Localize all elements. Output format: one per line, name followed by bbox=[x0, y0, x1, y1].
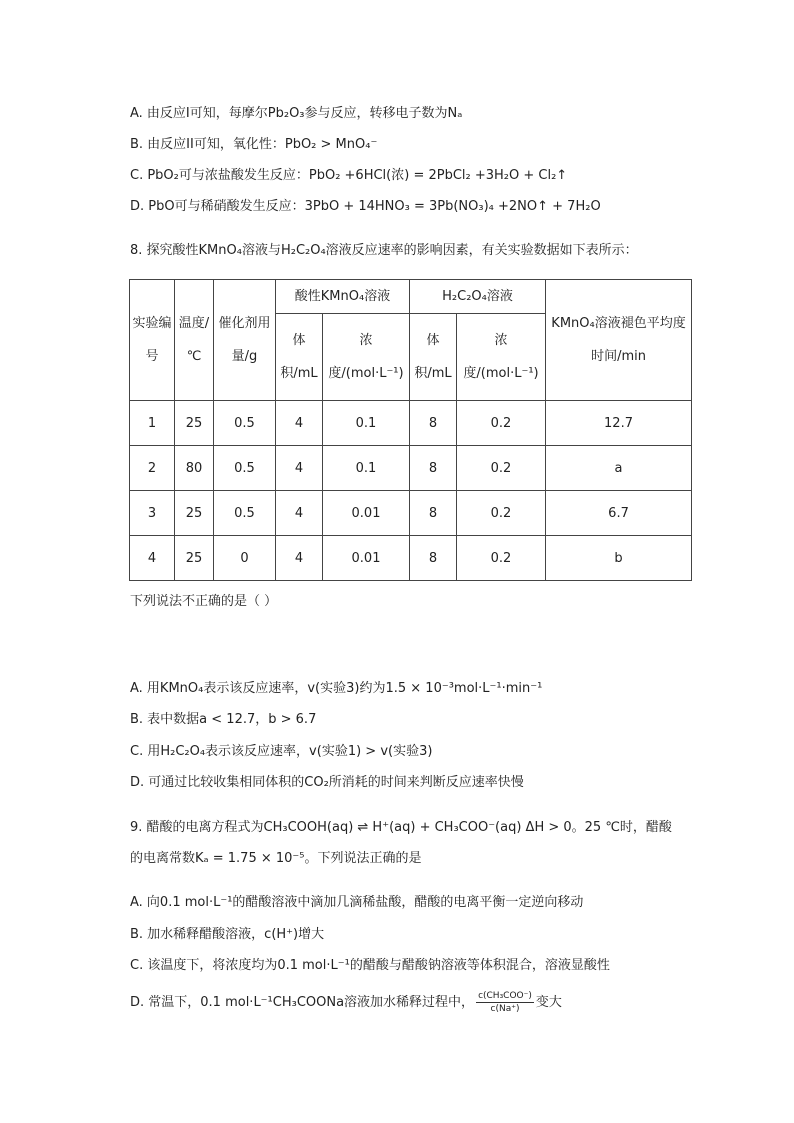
header-h2c2o4-solution: H₂C₂O₄溶液 bbox=[410, 280, 546, 314]
fraction-numerator: c(CH₃COO⁻) bbox=[478, 991, 532, 1001]
table-cell: b bbox=[546, 536, 692, 581]
header-volume-2: 体积/mL bbox=[410, 314, 457, 401]
header-experiment-no: 实验编号 bbox=[130, 280, 175, 401]
table-cell: 25 bbox=[175, 491, 214, 536]
table-cell: 4 bbox=[276, 446, 323, 491]
table-row bbox=[130, 446, 692, 491]
table-row bbox=[130, 491, 692, 536]
table-cell: 8 bbox=[410, 491, 457, 536]
q8-option-b: B. 表中数据a < 12.7，b > 6.7 bbox=[130, 712, 317, 727]
q9-option-d-text: D. 常温下，0.1 mol·L⁻¹CH₃COONa溶液加水稀释过程中， bbox=[130, 995, 475, 1010]
q9-option-c: C. 该温度下，将浓度均为0.1 mol·L⁻¹的醋酸与醋酸钠溶液等体积混合，溶液显酸性 bbox=[130, 958, 610, 973]
table-cell: 4 bbox=[130, 536, 175, 581]
q7-option-a: A. 由反应I可知，每摩尔Pb₂O₃参与反应，转移电子数为Nₐ bbox=[130, 106, 463, 121]
table-cell: 8 bbox=[410, 446, 457, 491]
table-cell: 0.1 bbox=[323, 401, 410, 446]
q9-stem-line-2: 的电离常数Kₐ = 1.75 × 10⁻⁵。下列说法正确的是 bbox=[130, 851, 422, 866]
q9-option-d bbox=[130, 990, 562, 1015]
table-cell: 25 bbox=[175, 401, 214, 446]
table-cell: 0.2 bbox=[457, 491, 546, 536]
table-cell: 8 bbox=[410, 401, 457, 446]
header-temperature: 温度/℃ bbox=[175, 280, 214, 401]
table-cell: 0.5 bbox=[214, 401, 276, 446]
table-cell: a bbox=[546, 446, 692, 491]
table-cell: 0.1 bbox=[323, 446, 410, 491]
table-cell: 0.2 bbox=[457, 401, 546, 446]
table-cell: 0.01 bbox=[323, 536, 410, 581]
q8-option-a: A. 用KMnO₄表示该反应速率，v(实验3)约为1.5 × 10⁻³mol·L⁻¹·min⁻¹ bbox=[130, 681, 543, 696]
q7-option-c: C. PbO₂可与浓盐酸发生反应：PbO₂ +6HCl(浓) = 2PbCl₂ +3H₂O + Cl₂↑ bbox=[130, 168, 568, 183]
q8-question: 下列说法不正确的是（ ） bbox=[130, 594, 278, 609]
table-cell: 0 bbox=[214, 536, 276, 581]
table-cell: 25 bbox=[175, 536, 214, 581]
table-cell: 0.01 bbox=[323, 491, 410, 536]
table-cell: 0.5 bbox=[214, 491, 276, 536]
header-fade-time: KMnO₄溶液褪色平均度时间/min bbox=[546, 280, 692, 401]
header-concentration-1: 浓度/(mol·L⁻¹) bbox=[323, 314, 410, 401]
q7-option-d: D. PbO可与稀硝酸发生反应：3PbO + 14HNO₃ = 3Pb(NO₃)₄ +2NO↑ + 7H₂O bbox=[130, 199, 601, 214]
table-cell: 0.2 bbox=[457, 536, 546, 581]
table-cell: 4 bbox=[276, 401, 323, 446]
header-kmno4-solution: 酸性KMnO₄溶液 bbox=[276, 280, 410, 314]
q9-option-d-tail: 变大 bbox=[535, 995, 562, 1010]
header-catalyst: 催化剂用量/g bbox=[214, 280, 276, 401]
table-cell: 0.5 bbox=[214, 446, 276, 491]
fraction-denominator: c(Na⁺) bbox=[490, 1004, 520, 1014]
table-row bbox=[130, 401, 692, 446]
table-cell: 2 bbox=[130, 446, 175, 491]
table-cell: 1 bbox=[130, 401, 175, 446]
table-cell: 4 bbox=[276, 491, 323, 536]
table-cell: 8 bbox=[410, 536, 457, 581]
table-cell: 4 bbox=[276, 536, 323, 581]
header-concentration-2: 浓度/(mol·L⁻¹) bbox=[457, 314, 546, 401]
q9-option-a: A. 向0.1 mol·L⁻¹的醋酸溶液中滴加几滴稀盐酸，醋酸的电离平衡一定逆向移动 bbox=[130, 895, 584, 910]
header-volume-1: 体积/mL bbox=[276, 314, 323, 401]
q7-option-b: B. 由反应II可知，氧化性：PbO₂ > MnO₄⁻ bbox=[130, 137, 378, 152]
experiment-table bbox=[129, 279, 692, 581]
q9-option-b: B. 加水稀释醋酸溶液，c(H⁺)增大 bbox=[130, 927, 325, 942]
table-row bbox=[130, 536, 692, 581]
table-cell: 6.7 bbox=[546, 491, 692, 536]
q8-option-d: D. 可通过比较收集相同体积的CO₂所消耗的时间来判断反应速率快慢 bbox=[130, 775, 524, 790]
table-cell: 3 bbox=[130, 491, 175, 536]
table-cell: 0.2 bbox=[457, 446, 546, 491]
q8-stem: 8. 探究酸性KMnO₄溶液与H₂C₂O₄溶液反应速率的影响因素，有关实验数据如下表所示： bbox=[130, 243, 638, 258]
q9-stem-line-1: 9. 醋酸的电离方程式为CH₃COOH(aq) ⇌ H⁺(aq) + CH₃COO⁻(aq) ΔH > 0。25 ℃时，醋酸 bbox=[130, 820, 672, 835]
concentration-ratio-fraction bbox=[476, 990, 534, 1015]
table-cell: 80 bbox=[175, 446, 214, 491]
table-cell: 12.7 bbox=[546, 401, 692, 446]
q8-option-c: C. 用H₂C₂O₄表示该反应速率，v(实验1) > v(实验3) bbox=[130, 744, 433, 759]
